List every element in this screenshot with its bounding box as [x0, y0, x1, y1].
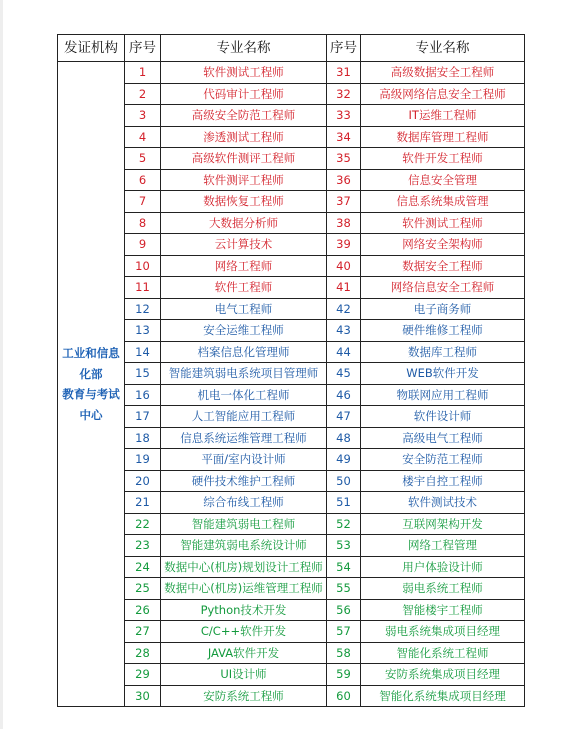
major-name-cell: 弱电系统集成项目经理	[361, 621, 525, 643]
major-name-cell: 数据库管理工程师	[361, 126, 525, 148]
header-org: 发证机构	[58, 35, 125, 62]
seq-cell: 37	[327, 191, 361, 213]
table-row	[58, 685, 525, 707]
table-row	[58, 599, 525, 621]
seq-cell: 29	[125, 664, 161, 686]
seq-cell: 1	[125, 62, 161, 84]
seq-cell: 34	[327, 126, 361, 148]
major-name-cell: JAVA软件开发	[161, 642, 327, 664]
certification-table	[57, 34, 525, 707]
table-row	[58, 169, 525, 191]
major-name-cell: 互联网架构开发	[361, 513, 525, 535]
major-name-cell: 综合布线工程师	[161, 492, 327, 514]
major-name-cell: 软件开发工程师	[361, 148, 525, 170]
seq-cell: 55	[327, 578, 361, 600]
seq-cell: 9	[125, 234, 161, 256]
header-name-1: 专业名称	[161, 35, 327, 62]
major-name-cell: 安全运维工程师	[161, 320, 327, 342]
major-name-cell: 智能化系统集成项目经理	[361, 685, 525, 707]
major-name-cell: 档案信息化管理师	[161, 341, 327, 363]
seq-cell: 14	[125, 341, 161, 363]
major-name-cell: 代码审计工程师	[161, 83, 327, 105]
seq-cell: 23	[125, 535, 161, 557]
major-name-cell: 智能楼宇工程师	[361, 599, 525, 621]
seq-cell: 48	[327, 427, 361, 449]
major-name-cell: 智能建筑弱电系统项目管理师	[161, 363, 327, 385]
table-row	[58, 642, 525, 664]
table-row	[58, 556, 525, 578]
seq-cell: 7	[125, 191, 161, 213]
table-row	[58, 62, 525, 84]
major-name-cell: 楼宇自控工程师	[361, 470, 525, 492]
table-row	[58, 449, 525, 471]
seq-cell: 36	[327, 169, 361, 191]
major-name-cell: UI设计师	[161, 664, 327, 686]
table-row	[58, 320, 525, 342]
table-row	[58, 535, 525, 557]
major-name-cell: C/C++软件开发	[161, 621, 327, 643]
seq-cell: 44	[327, 341, 361, 363]
major-name-cell: 高级安全防范工程师	[161, 105, 327, 127]
seq-cell: 46	[327, 384, 361, 406]
table-row	[58, 664, 525, 686]
major-name-cell: IT运维工程师	[361, 105, 525, 127]
seq-cell: 39	[327, 234, 361, 256]
seq-cell: 22	[125, 513, 161, 535]
major-name-cell: 网络工程师	[161, 255, 327, 277]
table-row	[58, 234, 525, 256]
issuing-org-cell: 工业和信息 化部 教育与考试 中心	[58, 62, 125, 707]
table-row	[58, 191, 525, 213]
seq-cell: 28	[125, 642, 161, 664]
table-row	[58, 341, 525, 363]
seq-cell: 13	[125, 320, 161, 342]
seq-cell: 4	[125, 126, 161, 148]
major-name-cell: 网络工程管理	[361, 535, 525, 557]
major-name-cell: 数据恢复工程师	[161, 191, 327, 213]
major-name-cell: 机电一体化工程师	[161, 384, 327, 406]
seq-cell: 2	[125, 83, 161, 105]
left-edge-strip	[0, 0, 3, 729]
seq-cell: 41	[327, 277, 361, 299]
table-row	[58, 492, 525, 514]
seq-cell: 56	[327, 599, 361, 621]
major-name-cell: 高级网络信息安全工程师	[361, 83, 525, 105]
seq-cell: 45	[327, 363, 361, 385]
seq-cell: 17	[125, 406, 161, 428]
table-row	[58, 621, 525, 643]
seq-cell: 52	[327, 513, 361, 535]
major-name-cell: 信息系统运维管理工程师	[161, 427, 327, 449]
major-name-cell: 硬件维修工程师	[361, 320, 525, 342]
major-name-cell: 数据安全工程师	[361, 255, 525, 277]
major-name-cell: 用户体验设计师	[361, 556, 525, 578]
seq-cell: 19	[125, 449, 161, 471]
seq-cell: 3	[125, 105, 161, 127]
major-name-cell: 网络信息安全工程师	[361, 277, 525, 299]
header-name-2: 专业名称	[361, 35, 525, 62]
seq-cell: 11	[125, 277, 161, 299]
header-seq-1: 序号	[125, 35, 161, 62]
seq-cell: 12	[125, 298, 161, 320]
seq-cell: 6	[125, 169, 161, 191]
major-name-cell: 物联网应用工程师	[361, 384, 525, 406]
table-row	[58, 384, 525, 406]
major-name-cell: 安全防范工程师	[361, 449, 525, 471]
major-name-cell: 信息系统集成管理	[361, 191, 525, 213]
major-name-cell: 网络安全架构师	[361, 234, 525, 256]
seq-cell: 59	[327, 664, 361, 686]
seq-cell: 32	[327, 83, 361, 105]
seq-cell: 54	[327, 556, 361, 578]
seq-cell: 40	[327, 255, 361, 277]
major-name-cell: 智能建筑弱电系统设计师	[161, 535, 327, 557]
major-name-cell: 数据中心(机房)规划设计工程师	[161, 556, 327, 578]
table-row	[58, 105, 525, 127]
seq-cell: 26	[125, 599, 161, 621]
major-name-cell: WEB软件开发	[361, 363, 525, 385]
seq-cell: 18	[125, 427, 161, 449]
header-seq-2: 序号	[327, 35, 361, 62]
table-row	[58, 363, 525, 385]
seq-cell: 5	[125, 148, 161, 170]
seq-cell: 42	[327, 298, 361, 320]
major-name-cell: 数据库工程师	[361, 341, 525, 363]
major-name-cell: 云计算技术	[161, 234, 327, 256]
seq-cell: 20	[125, 470, 161, 492]
major-name-cell: 电气工程师	[161, 298, 327, 320]
seq-cell: 8	[125, 212, 161, 234]
seq-cell: 35	[327, 148, 361, 170]
major-name-cell: 软件工程师	[161, 277, 327, 299]
major-name-cell: 数据中心(机房)运维管理工程师	[161, 578, 327, 600]
seq-cell: 21	[125, 492, 161, 514]
major-name-cell: 高级数据安全工程师	[361, 62, 525, 84]
seq-cell: 15	[125, 363, 161, 385]
table-row	[58, 578, 525, 600]
seq-cell: 58	[327, 642, 361, 664]
major-name-cell: 安防系统工程师	[161, 685, 327, 707]
seq-cell: 51	[327, 492, 361, 514]
table-row	[58, 148, 525, 170]
seq-cell: 47	[327, 406, 361, 428]
seq-cell: 24	[125, 556, 161, 578]
table-row	[58, 126, 525, 148]
table-row	[58, 212, 525, 234]
seq-cell: 57	[327, 621, 361, 643]
major-name-cell: 软件测试工程师	[361, 212, 525, 234]
table-row	[58, 277, 525, 299]
major-name-cell: 硬件技术维护工程师	[161, 470, 327, 492]
seq-cell: 27	[125, 621, 161, 643]
major-name-cell: 人工智能应用工程师	[161, 406, 327, 428]
table-row	[58, 513, 525, 535]
major-name-cell: 智能化系统工程师	[361, 642, 525, 664]
major-name-cell: 软件测试技术	[361, 492, 525, 514]
major-name-cell: 电子商务师	[361, 298, 525, 320]
seq-cell: 33	[327, 105, 361, 127]
seq-cell: 31	[327, 62, 361, 84]
seq-cell: 25	[125, 578, 161, 600]
seq-cell: 38	[327, 212, 361, 234]
major-name-cell: Python技术开发	[161, 599, 327, 621]
major-name-cell: 软件设计师	[361, 406, 525, 428]
table-row	[58, 470, 525, 492]
seq-cell: 43	[327, 320, 361, 342]
seq-cell: 53	[327, 535, 361, 557]
seq-cell: 10	[125, 255, 161, 277]
major-name-cell: 智能建筑弱电工程师	[161, 513, 327, 535]
major-name-cell: 软件测试工程师	[161, 62, 327, 84]
seq-cell: 30	[125, 685, 161, 707]
major-name-cell: 高级电气工程师	[361, 427, 525, 449]
major-name-cell: 高级软件测评工程师	[161, 148, 327, 170]
table-row	[58, 427, 525, 449]
major-name-cell: 信息安全管理	[361, 169, 525, 191]
major-name-cell: 安防系统集成项目经理	[361, 664, 525, 686]
seq-cell: 49	[327, 449, 361, 471]
table-row	[58, 298, 525, 320]
major-name-cell: 渗透测试工程师	[161, 126, 327, 148]
table-body	[58, 62, 525, 707]
seq-cell: 16	[125, 384, 161, 406]
table-header-row	[58, 35, 525, 62]
major-name-cell: 弱电系统工程师	[361, 578, 525, 600]
table-row	[58, 83, 525, 105]
table-row	[58, 406, 525, 428]
major-name-cell: 平面/室内设计师	[161, 449, 327, 471]
major-name-cell: 大数据分析师	[161, 212, 327, 234]
seq-cell: 50	[327, 470, 361, 492]
major-name-cell: 软件测评工程师	[161, 169, 327, 191]
table-row	[58, 255, 525, 277]
seq-cell: 60	[327, 685, 361, 707]
